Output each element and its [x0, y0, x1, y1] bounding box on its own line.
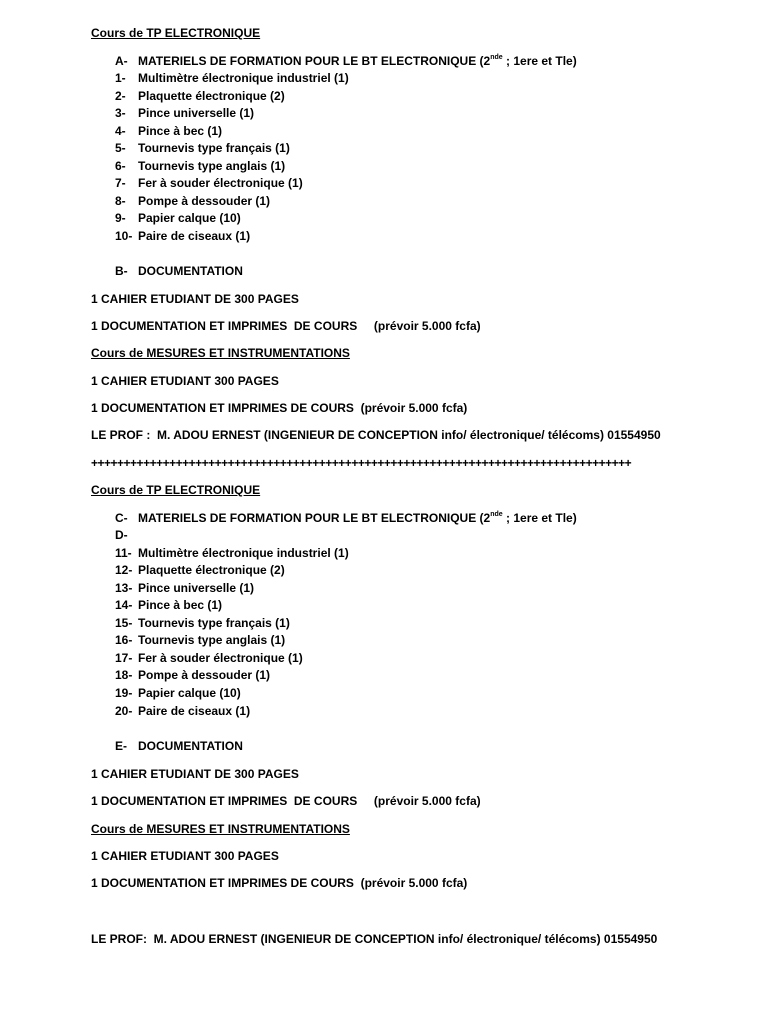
list-item [115, 159, 285, 174]
course-title-mesures: Cours de MESURES ET INSTRUMENTATIONS [91, 346, 350, 360]
item-number: 18- [115, 668, 133, 682]
list-marker: C- [115, 511, 128, 525]
heading-documentation [115, 264, 243, 279]
item-number: 2- [115, 89, 126, 103]
item-number: 7- [115, 176, 126, 190]
list-item [115, 581, 254, 596]
item-text: Pompe à dessouder (1) [138, 668, 271, 682]
heading-materiels [115, 511, 577, 526]
mesures-cahier-line: 1 CAHIER ETUDIANT 300 PAGES [91, 849, 279, 863]
heading-text: MATERIELS DE FORMATION POUR LE BT ELECTRONIQUE (2 [138, 511, 491, 525]
heading-documentation [115, 739, 243, 754]
item-number: 3- [115, 106, 126, 120]
item-text: Multimètre électronique industriel (1) [138, 71, 349, 85]
item-text: Pince à bec (1) [138, 598, 223, 612]
item-text: Plaquette électronique (2) [138, 89, 285, 103]
item-number: 8- [115, 194, 126, 208]
list-marker: B- [115, 264, 128, 278]
list-item [115, 546, 349, 561]
item-number: 9- [115, 211, 126, 225]
prof-line: LE PROF : M. ADOU ERNEST (INGENIEUR DE CONCEPTION info/ électronique/ télécoms) 01554950 [91, 428, 661, 442]
separator-line: +++++++++++++++++++++++++++++++++++++++++++++++++++++++++++++++++++++++++++++++++++ [91, 456, 632, 470]
item-number: 5- [115, 141, 126, 155]
heading-text: DOCUMENTATION [138, 264, 243, 278]
item-number: 13- [115, 581, 133, 595]
heading-text-end: ; 1ere et Tle) [502, 54, 577, 68]
mesures-documentation-line: 1 DOCUMENTATION ET IMPRIMES DE COURS (prévoir 5.000 fcfa) [91, 876, 468, 890]
item-number: 4- [115, 124, 126, 138]
item-number: 20- [115, 704, 133, 718]
item-number: 14- [115, 598, 133, 612]
course-title-mesures: Cours de MESURES ET INSTRUMENTATIONS [91, 822, 350, 836]
list-item [115, 668, 270, 683]
list-item [115, 124, 222, 139]
list-marker: E- [115, 739, 127, 753]
list-item [115, 106, 254, 121]
list-item [115, 616, 290, 631]
list-item [115, 89, 285, 104]
item-number: 15- [115, 616, 133, 630]
prof-line: LE PROF: M. ADOU ERNEST (INGENIEUR DE CONCEPTION info/ électronique/ télécoms) 01554950 [91, 932, 658, 946]
mesures-cahier-line: 1 CAHIER ETUDIANT 300 PAGES [91, 374, 279, 388]
list-item [115, 211, 241, 226]
item-text: Fer à souder électronique (1) [138, 176, 303, 190]
item-number: 19- [115, 686, 133, 700]
list-marker: D- [115, 528, 128, 542]
heading-text-end: ; 1ere et Tle) [502, 511, 577, 525]
list-item [115, 686, 241, 701]
item-text: Pince à bec (1) [138, 124, 223, 138]
item-number: 11- [115, 546, 132, 560]
superscript: nde [490, 511, 503, 518]
item-number: 10- [115, 229, 133, 243]
list-item [115, 194, 270, 209]
item-text: Papier calque (10) [138, 211, 241, 225]
documentation-line: 1 DOCUMENTATION ET IMPRIMES DE COURS (prévoir 5.000 fcfa) [91, 794, 481, 808]
item-text: Plaquette électronique (2) [138, 563, 285, 577]
list-item [115, 229, 250, 244]
list-item [115, 651, 303, 666]
cahier-line: 1 CAHIER ETUDIANT DE 300 PAGES [91, 767, 299, 781]
item-text: Tournevis type anglais (1) [138, 159, 286, 173]
heading-materiels [115, 54, 577, 69]
item-text: Pompe à dessouder (1) [138, 194, 271, 208]
heading-text: MATERIELS DE FORMATION POUR LE BT ELECTRONIQUE (2 [138, 54, 491, 68]
cahier-line: 1 CAHIER ETUDIANT DE 300 PAGES [91, 292, 299, 306]
item-text: Paire de ciseaux (1) [138, 704, 251, 718]
item-text: Multimètre électronique industriel (1) [138, 546, 349, 560]
item-text: Fer à souder électronique (1) [138, 651, 303, 665]
list-item [115, 176, 303, 191]
item-number: 17- [115, 651, 133, 665]
item-text: Paire de ciseaux (1) [138, 229, 251, 243]
course-title-tp: Cours de TP ELECTRONIQUE [91, 26, 261, 40]
list-item [115, 563, 285, 578]
course-title-tp: Cours de TP ELECTRONIQUE [91, 483, 261, 497]
item-text: Tournevis type anglais (1) [138, 633, 286, 647]
item-number: 12- [115, 563, 133, 577]
item-number: 1- [115, 71, 126, 85]
empty-list-marker [115, 528, 138, 543]
item-text: Tournevis type français (1) [138, 141, 290, 155]
item-text: Tournevis type français (1) [138, 616, 290, 630]
superscript: nde [490, 54, 503, 61]
mesures-documentation-line: 1 DOCUMENTATION ET IMPRIMES DE COURS (prévoir 5.000 fcfa) [91, 401, 468, 415]
documentation-line: 1 DOCUMENTATION ET IMPRIMES DE COURS (prévoir 5.000 fcfa) [91, 319, 481, 333]
item-number: 16- [115, 633, 133, 647]
heading-text: DOCUMENTATION [138, 739, 243, 753]
item-text: Pince universelle (1) [138, 106, 255, 120]
item-text: Papier calque (10) [138, 686, 241, 700]
list-item [115, 633, 285, 648]
list-marker: A- [115, 54, 128, 68]
item-text: Pince universelle (1) [138, 581, 255, 595]
list-item [115, 141, 290, 156]
list-item [115, 704, 250, 719]
item-number: 6- [115, 159, 126, 173]
list-item [115, 598, 222, 613]
list-item [115, 71, 349, 86]
